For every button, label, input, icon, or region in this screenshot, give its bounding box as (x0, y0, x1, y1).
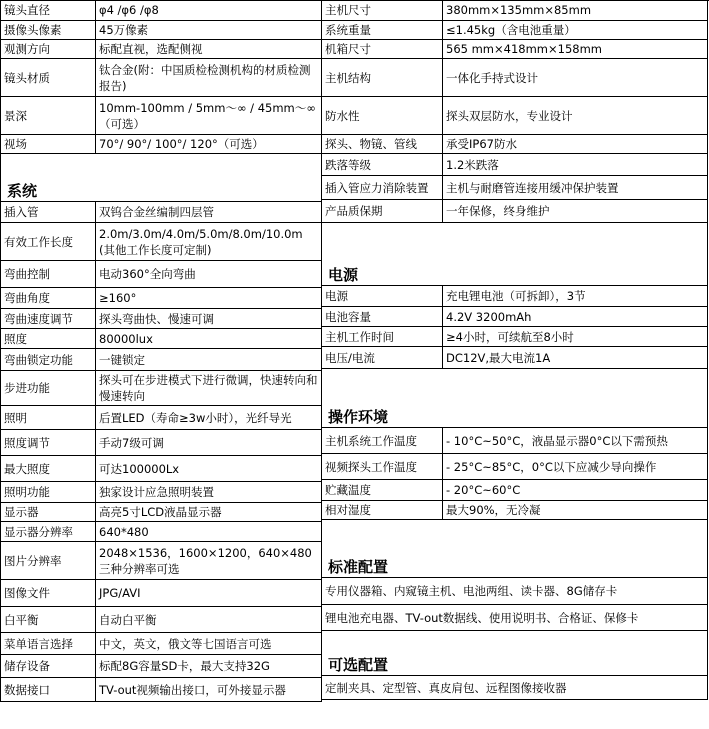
spec-value: - 25°C~85°C，0°C以下应减少导向操作 (443, 454, 708, 480)
spec-label: 主机尺寸 (322, 0, 443, 21)
spec-value: 手动7级可调 (96, 430, 322, 456)
spec-label: 照度 (0, 329, 96, 349)
config-row (322, 578, 708, 605)
spec-value: 探头弯曲快、慢速可调 (96, 309, 322, 329)
spec-row (0, 0, 322, 21)
section-heading-row (322, 631, 708, 676)
spec-label: 电池容量 (322, 307, 443, 327)
spec-label: 数据接口 (0, 678, 96, 702)
spec-value: 4.2V 3200mAh (443, 307, 708, 327)
spec-row (322, 428, 708, 454)
config-row (322, 676, 708, 700)
spec-value: 充电锂电池（可拆卸），3节 (443, 286, 708, 307)
spec-label: 机箱尺寸 (322, 40, 443, 59)
spec-value: ≤1.45kg（含电池重量） (443, 21, 708, 40)
spec-value: 探头双层防水，专业设计 (443, 97, 708, 135)
spec-row (0, 430, 322, 456)
spec-value: 最大90%，无冷凝 (443, 501, 708, 520)
spec-row (0, 522, 322, 542)
section-heading: 系统 (0, 154, 322, 202)
section-heading-row (322, 223, 708, 286)
spec-row (0, 503, 322, 522)
spec-label: 照明 (0, 406, 96, 430)
spec-row (0, 655, 322, 678)
spec-row (0, 678, 322, 702)
spec-row (0, 40, 322, 59)
spec-label: 步进功能 (0, 371, 96, 406)
section-heading: 电源 (322, 223, 708, 286)
spec-label: 图片分辨率 (0, 542, 96, 580)
spec-row (0, 542, 322, 580)
spec-label: 照明功能 (0, 482, 96, 503)
spec-value: 1.2米跌落 (443, 154, 708, 176)
spec-value: TV-out视频输出接口，可外接显示器 (96, 678, 322, 702)
spec-row (322, 454, 708, 480)
spec-row (322, 21, 708, 40)
spec-label: 图像文件 (0, 580, 96, 607)
spec-row (0, 349, 322, 371)
spec-row (0, 223, 322, 261)
spec-value: 标配直视，选配侧视 (96, 40, 322, 59)
spec-row (0, 59, 322, 97)
spec-value: 标配8G容量SD卡，最大支持32G (96, 655, 322, 678)
spec-row (0, 607, 322, 633)
section-heading-row (322, 520, 708, 578)
spec-value: 自动白平衡 (96, 607, 322, 633)
spec-row (0, 633, 322, 655)
spec-row (322, 176, 708, 200)
spec-row (322, 286, 708, 307)
section-heading-row (0, 154, 322, 202)
spec-value: DC12V,最大电流1A (443, 347, 708, 369)
spec-value: - 20°C~60°C (443, 480, 708, 501)
spec-value: φ4 /φ6 /φ8 (96, 0, 322, 21)
spec-row (322, 40, 708, 59)
spec-value: 一年保修，终身维护 (443, 200, 708, 223)
spec-value: 中文，英文，俄文等七国语言可选 (96, 633, 322, 655)
spec-label: 相对湿度 (322, 501, 443, 520)
spec-row (322, 327, 708, 347)
spec-value: ≥160° (96, 288, 322, 309)
spec-label: 白平衡 (0, 607, 96, 633)
spec-row (322, 501, 708, 520)
config-items: 专用仪器箱、内窥镜主机、电池两组、读卡器、8G储存卡 (322, 578, 708, 605)
spec-label: 弯曲速度调节 (0, 309, 96, 329)
spec-value: 主机与耐磨管连接用缓冲保护装置 (443, 176, 708, 200)
spec-row (0, 261, 322, 288)
spec-label: 镜头材质 (0, 59, 96, 97)
spec-row (322, 97, 708, 135)
spec-row (322, 0, 708, 21)
spec-row (322, 307, 708, 327)
spec-label: 主机结构 (322, 59, 443, 97)
spec-value: 2048×1536，1600×1200，640×480三种分辨率可选 (96, 542, 322, 580)
spec-label: 电源 (322, 286, 443, 307)
spec-row (322, 347, 708, 369)
spec-value: 独家设计应急照明装置 (96, 482, 322, 503)
spec-value: 一体化手持式设计 (443, 59, 708, 97)
spec-label: 显示器 (0, 503, 96, 522)
spec-row (0, 456, 322, 482)
spec-label: 插入管应力消除装置 (322, 176, 443, 200)
spec-value: 双钨合金丝编制四层管 (96, 202, 322, 223)
spec-label: 防水性 (322, 97, 443, 135)
spec-value: 10mm-100mm / 5mm～∞ / 45mm～∞（可选） (96, 97, 322, 135)
spec-label: 镜头直径 (0, 0, 96, 21)
spec-value: 探头可在步进模式下进行微调，快速转向和慢速转向 (96, 371, 322, 406)
spec-row (0, 406, 322, 430)
spec-label: 产品质保期 (322, 200, 443, 223)
spec-value: 80000lux (96, 329, 322, 349)
spec-row (322, 480, 708, 501)
spec-value: - 10°C~50°C，液晶显示器0°C以下需预热 (443, 428, 708, 454)
spec-label: 菜单语言选择 (0, 633, 96, 655)
spec-value: 可达100000Lx (96, 456, 322, 482)
spec-label: 弯曲控制 (0, 261, 96, 288)
spec-row (0, 135, 322, 154)
spec-label: 视场 (0, 135, 96, 154)
section-heading: 操作环境 (322, 369, 708, 428)
config-row (322, 605, 708, 631)
spec-label: 视频探头工作温度 (322, 454, 443, 480)
spec-value: 70°/ 90°/ 100°/ 120°（可选） (96, 135, 322, 154)
spec-row (322, 135, 708, 154)
spec-value: 承受IP67防水 (443, 135, 708, 154)
spec-value: 565 mm×418mm×158mm (443, 40, 708, 59)
spec-label: 储存设备 (0, 655, 96, 678)
spec-label: 照度调节 (0, 430, 96, 456)
spec-label: 插入管 (0, 202, 96, 223)
section-heading: 可选配置 (322, 631, 708, 676)
spec-value: 380mm×135mm×85mm (443, 0, 708, 21)
spec-label: 跌落等级 (322, 154, 443, 176)
spec-row (322, 200, 708, 223)
spec-row (0, 329, 322, 349)
spec-row (0, 482, 322, 503)
spec-value: 640*480 (96, 522, 322, 542)
spec-label: 贮藏温度 (322, 480, 443, 501)
spec-label: 最大照度 (0, 456, 96, 482)
spec-label: 有效工作长度 (0, 223, 96, 261)
section-heading-row (322, 369, 708, 428)
spec-label: 主机系统工作温度 (322, 428, 443, 454)
spec-label: 系统重量 (322, 21, 443, 40)
spec-value: 钛合金(附：中国质检检测机构的材质检测报告) (96, 59, 322, 97)
spec-value: ≥4小时，可续航至8小时 (443, 327, 708, 347)
spec-value: 45万像素 (96, 21, 322, 40)
config-items: 锂电池充电器、TV-out数据线、使用说明书、合格证、保修卡 (322, 605, 708, 631)
spec-value: 2.0m/3.0m/4.0m/5.0m/8.0m/10.0m (其他工作长度可定制) (96, 223, 322, 261)
spec-row (0, 580, 322, 607)
spec-label: 主机工作时间 (322, 327, 443, 347)
spec-row (0, 288, 322, 309)
spec-row (322, 59, 708, 97)
spec-label: 景深 (0, 97, 96, 135)
spec-value: 后置LED（寿命≥3w小时），光纤导光 (96, 406, 322, 430)
config-items: 定制夹具、定型管、真皮肩包、远程图像接收器 (322, 676, 708, 700)
spec-label: 弯曲角度 (0, 288, 96, 309)
spec-label: 观测方向 (0, 40, 96, 59)
spec-row (0, 21, 322, 40)
spec-label: 探头、物镜、管线 (322, 135, 443, 154)
spec-row (0, 97, 322, 135)
spec-value: 高亮5寸LCD液晶显示器 (96, 503, 322, 522)
spec-label: 摄像头像素 (0, 21, 96, 40)
spec-label: 电压/电流 (322, 347, 443, 369)
spec-row (0, 309, 322, 329)
spec-row (322, 154, 708, 176)
spec-label: 显示器分辨率 (0, 522, 96, 542)
spec-row (0, 202, 322, 223)
section-heading: 标准配置 (322, 520, 708, 578)
spec-label: 弯曲锁定功能 (0, 349, 96, 371)
spec-value: JPG/AVI (96, 580, 322, 607)
spec-row (0, 371, 322, 406)
spec-value: 一键锁定 (96, 349, 322, 371)
spec-value: 电动360°全向弯曲 (96, 261, 322, 288)
